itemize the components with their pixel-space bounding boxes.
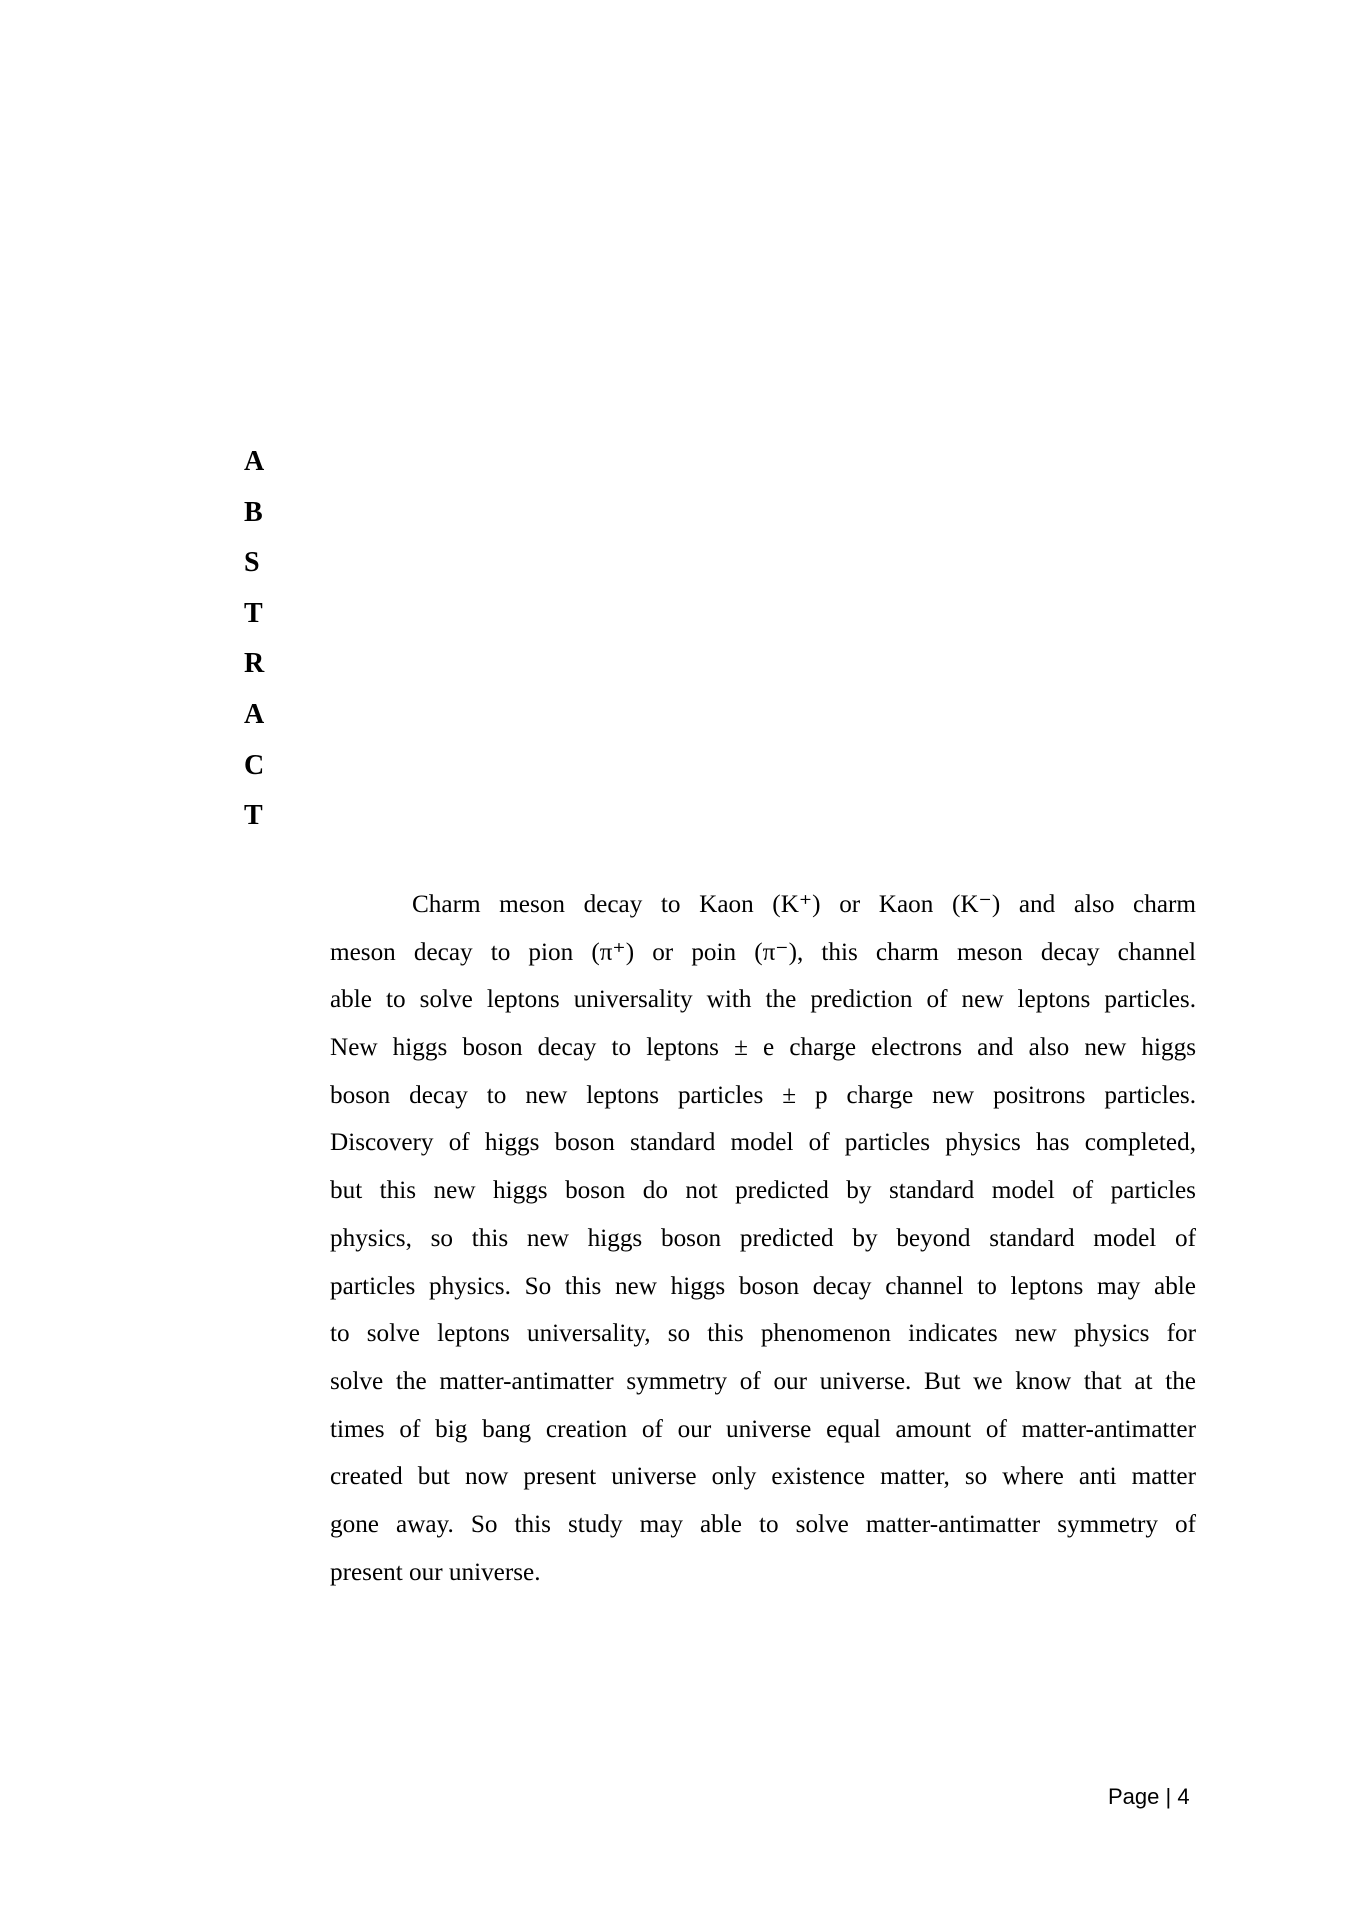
- paragraph-line: Charm meson decay to Kaon (K⁺) or Kaon (K⁻) and also charm: [412, 891, 1196, 918]
- paragraph-line: but this new higgs boson do not predicted by standard model of particles: [330, 1177, 1196, 1205]
- heading-letter: T: [244, 597, 263, 629]
- paragraph-line: created but now present universe only existence matter, so where anti matter: [330, 1463, 1196, 1491]
- abstract-paragraph: [330, 881, 1196, 1596]
- paragraph-line: boson decay to new leptons particles ± p charge new positrons particles.: [330, 1081, 1196, 1109]
- paragraph-line: meson decay to pion (π⁺) or poin (π⁻), this charm meson decay channel: [330, 938, 1196, 966]
- paragraph-line: able to solve leptons universality with the prediction of new leptons particles.: [330, 986, 1196, 1014]
- heading-letter: T: [244, 800, 263, 832]
- paragraph-line: to solve leptons universality, so this phenomenon indicates new physics for: [330, 1320, 1196, 1348]
- heading-letter: A: [244, 446, 265, 477]
- heading-letter: A: [244, 698, 265, 730]
- paragraph-line: New higgs boson decay to leptons ± e charge electrons and also new higgs: [330, 1034, 1196, 1062]
- heading-letter: B: [244, 496, 263, 528]
- heading-letter: R: [244, 648, 265, 680]
- paragraph-line: times of big bang creation of our universe equal amount of matter-antimatter: [330, 1415, 1196, 1443]
- paragraph-line: present our universe.: [330, 1558, 541, 1586]
- abstract-vertical-heading: [244, 437, 284, 842]
- paragraph-line: physics, so this new higgs boson predicted by beyond standard model of: [330, 1224, 1196, 1252]
- paragraph-line: particles physics. So this new higgs boson decay channel to leptons may able: [330, 1272, 1196, 1300]
- page-number-footer: Page | 4: [1108, 1784, 1190, 1809]
- paragraph-line: Discovery of higgs boson standard model of particles physics has completed,: [330, 1129, 1196, 1157]
- paragraph-line: solve the matter-antimatter symmetry of our universe. But we know that at the: [330, 1367, 1196, 1395]
- paragraph-line: gone away. So this study may able to solve matter-antimatter symmetry of: [330, 1510, 1196, 1538]
- heading-letter: S: [244, 547, 260, 579]
- heading-letter: C: [244, 749, 265, 781]
